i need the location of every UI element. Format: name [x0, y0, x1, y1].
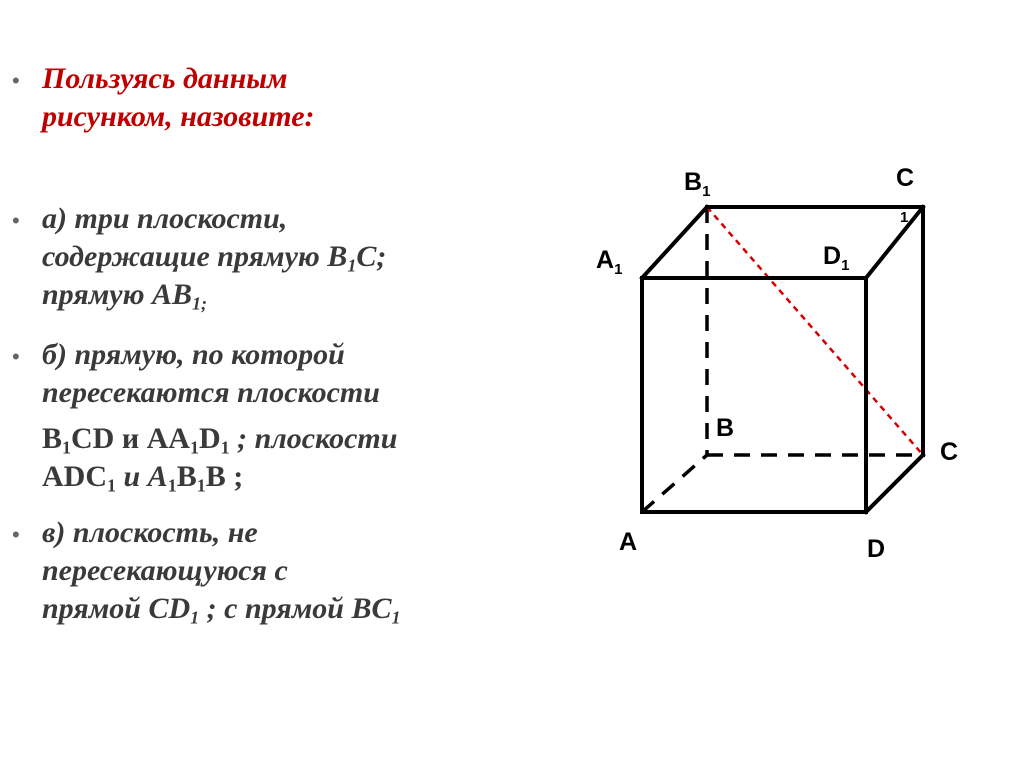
intro-line-2: рисунком, назовите:	[42, 100, 315, 133]
subscript: 1	[190, 607, 200, 628]
task-b-line-1: б) прямую, по которой	[42, 338, 345, 371]
visible-edges	[642, 207, 923, 512]
edge-C1-D1	[866, 207, 923, 278]
task-a-text: прямую АВ	[42, 278, 193, 311]
edge-A1-B1	[642, 207, 707, 278]
subscript: 1	[189, 437, 199, 458]
label-B1: $B_1$	[684, 168, 711, 200]
task-a-text: содержащие прямую В	[42, 240, 348, 273]
task-b-text: В	[42, 422, 63, 455]
subscript: 1	[107, 475, 116, 496]
label-C1: C	[896, 164, 915, 192]
task-b-text: ADC	[42, 460, 107, 493]
task-a-text: С;	[356, 240, 387, 273]
task-c-line-2: пересекающуюся с	[42, 554, 288, 587]
subscript: 1	[220, 437, 230, 458]
bullet-icon: •	[12, 68, 20, 93]
bullet-icon: •	[12, 208, 20, 233]
task-b-text: B ;	[205, 460, 244, 493]
bullet-icon: •	[12, 344, 20, 369]
task-c-line-1: в) плоскость, не	[42, 516, 258, 549]
subscript: 1	[167, 475, 177, 496]
label-A: A	[619, 528, 638, 556]
task-a-line-1: а) три плоскости,	[42, 202, 288, 235]
label-B: B	[716, 414, 735, 442]
label-A1: $A_1$	[596, 246, 623, 278]
bullet-icon: •	[12, 522, 20, 547]
task-b-line-2: пересекаются плоскости	[42, 376, 380, 409]
subscript: 1	[62, 437, 72, 458]
task-c-text: ; с прямой BC	[199, 592, 392, 625]
intro-line-1: Пользуясь данным	[42, 62, 288, 95]
edge-C-D	[866, 455, 923, 512]
edge-A-B	[642, 455, 707, 512]
task-b-text: CD и АА	[71, 422, 190, 455]
label-D: D	[867, 535, 886, 563]
label-D1: $D_1$	[823, 242, 850, 274]
task-b-text: и A	[116, 460, 168, 493]
subscript: 1	[391, 607, 401, 628]
task-b-text: ; плоскости	[229, 422, 398, 455]
task-c-text: прямой CD	[42, 592, 191, 625]
task-b-text: D	[198, 422, 221, 455]
subscript: 1	[347, 255, 357, 276]
label-C: C	[940, 438, 959, 466]
subscript: 1	[196, 475, 206, 496]
subscript: 1;	[192, 293, 208, 314]
label-C1-sub: 1	[900, 209, 909, 226]
task-b-text: B	[176, 460, 197, 493]
